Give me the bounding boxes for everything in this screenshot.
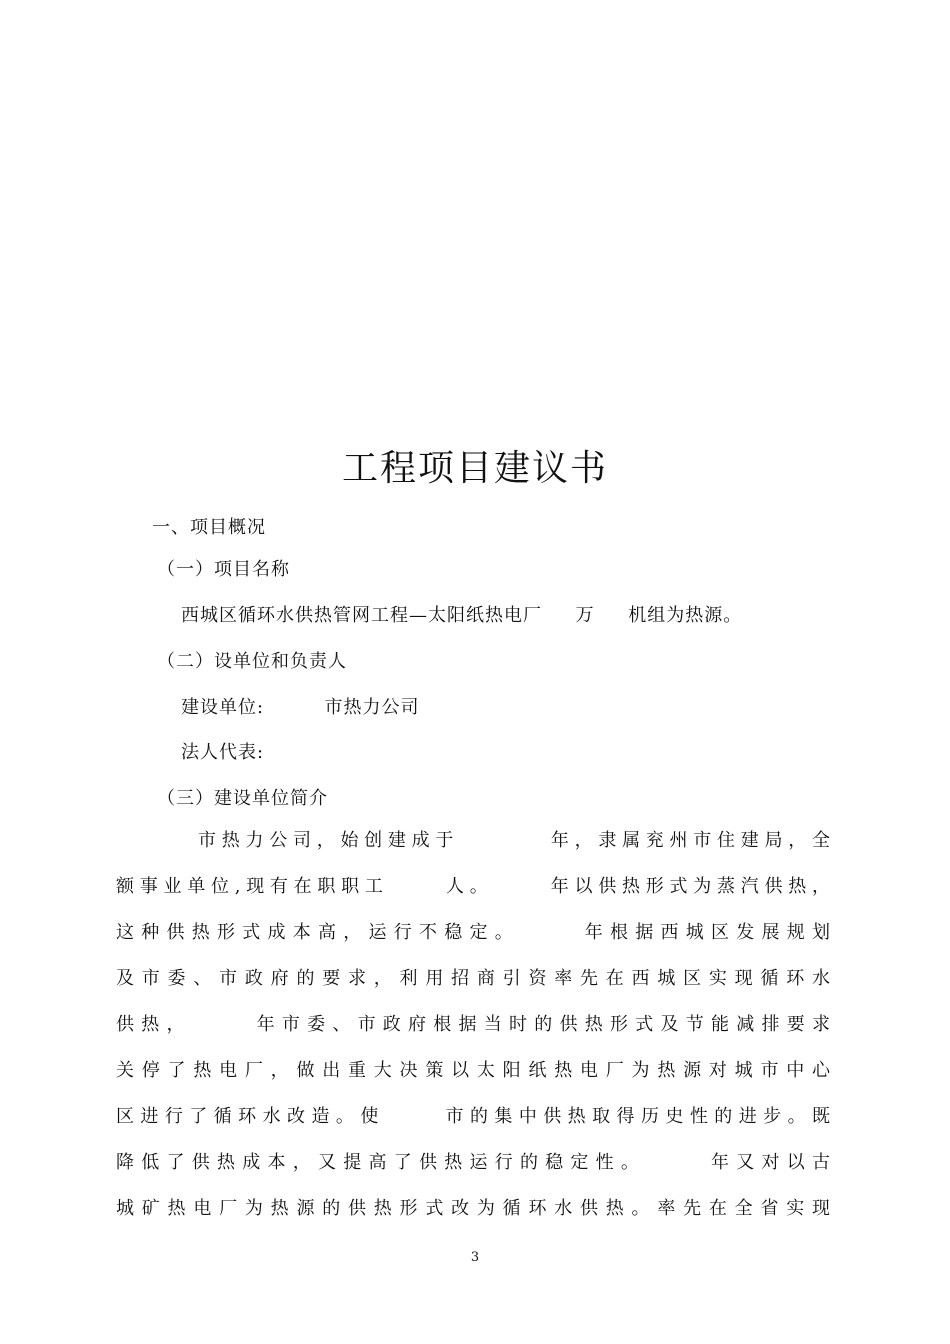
subheading-builder-intro: （三）建设单位简介 (157, 788, 328, 809)
paragraph-line: 及市委、市政府的要求，利用招商引资率先在西城区实现循环水 (116, 968, 830, 989)
legal-representative-text: 法人代表: (181, 742, 265, 763)
section-heading-overview: 一、项目概况 (152, 517, 266, 538)
paragraph-line: 额事业单位,现有在职职工 人。 年以供热形式为蒸汽供热， (116, 876, 830, 897)
project-name-text: 西城区循环水供热管网工程—太阳纸热电厂 万 机组为热源。 (181, 605, 743, 626)
paragraph-line: 这种供热形式成本高，运行不稳定。 年根据西城区发展规划 (116, 922, 830, 943)
paragraph-line: 市热力公司，始创建成于 年，隶属兖州市住建局，全 (198, 830, 830, 851)
subheading-builder-and-leader: （二）设单位和负责人 (157, 651, 347, 672)
builder-unit-text: 建设单位: 市热力公司 (181, 697, 420, 718)
paragraph-line: 降低了供热成本，又提高了供热运行的稳定性。 年又对以古 (116, 1152, 830, 1173)
paragraph-line: 城矿热电厂为热源的供热形式改为循环水供热。率先在全省实现 (116, 1198, 830, 1219)
document-title: 工程项目建议书 (341, 448, 608, 489)
subheading-project-name: （一）项目名称 (157, 559, 290, 580)
paragraph-line: 区进行了循环水改造。使 市的集中供热取得历史性的进步。既 (116, 1106, 830, 1127)
paragraph-line: 供热， 年市委、市政府根据当时的供热形式及节能减排要求 (116, 1014, 830, 1035)
page-number: 3 (470, 1250, 480, 1265)
paragraph-line: 关停了热电厂，做出重大决策以太阳纸热电厂为热源对城市中心 (116, 1060, 830, 1081)
